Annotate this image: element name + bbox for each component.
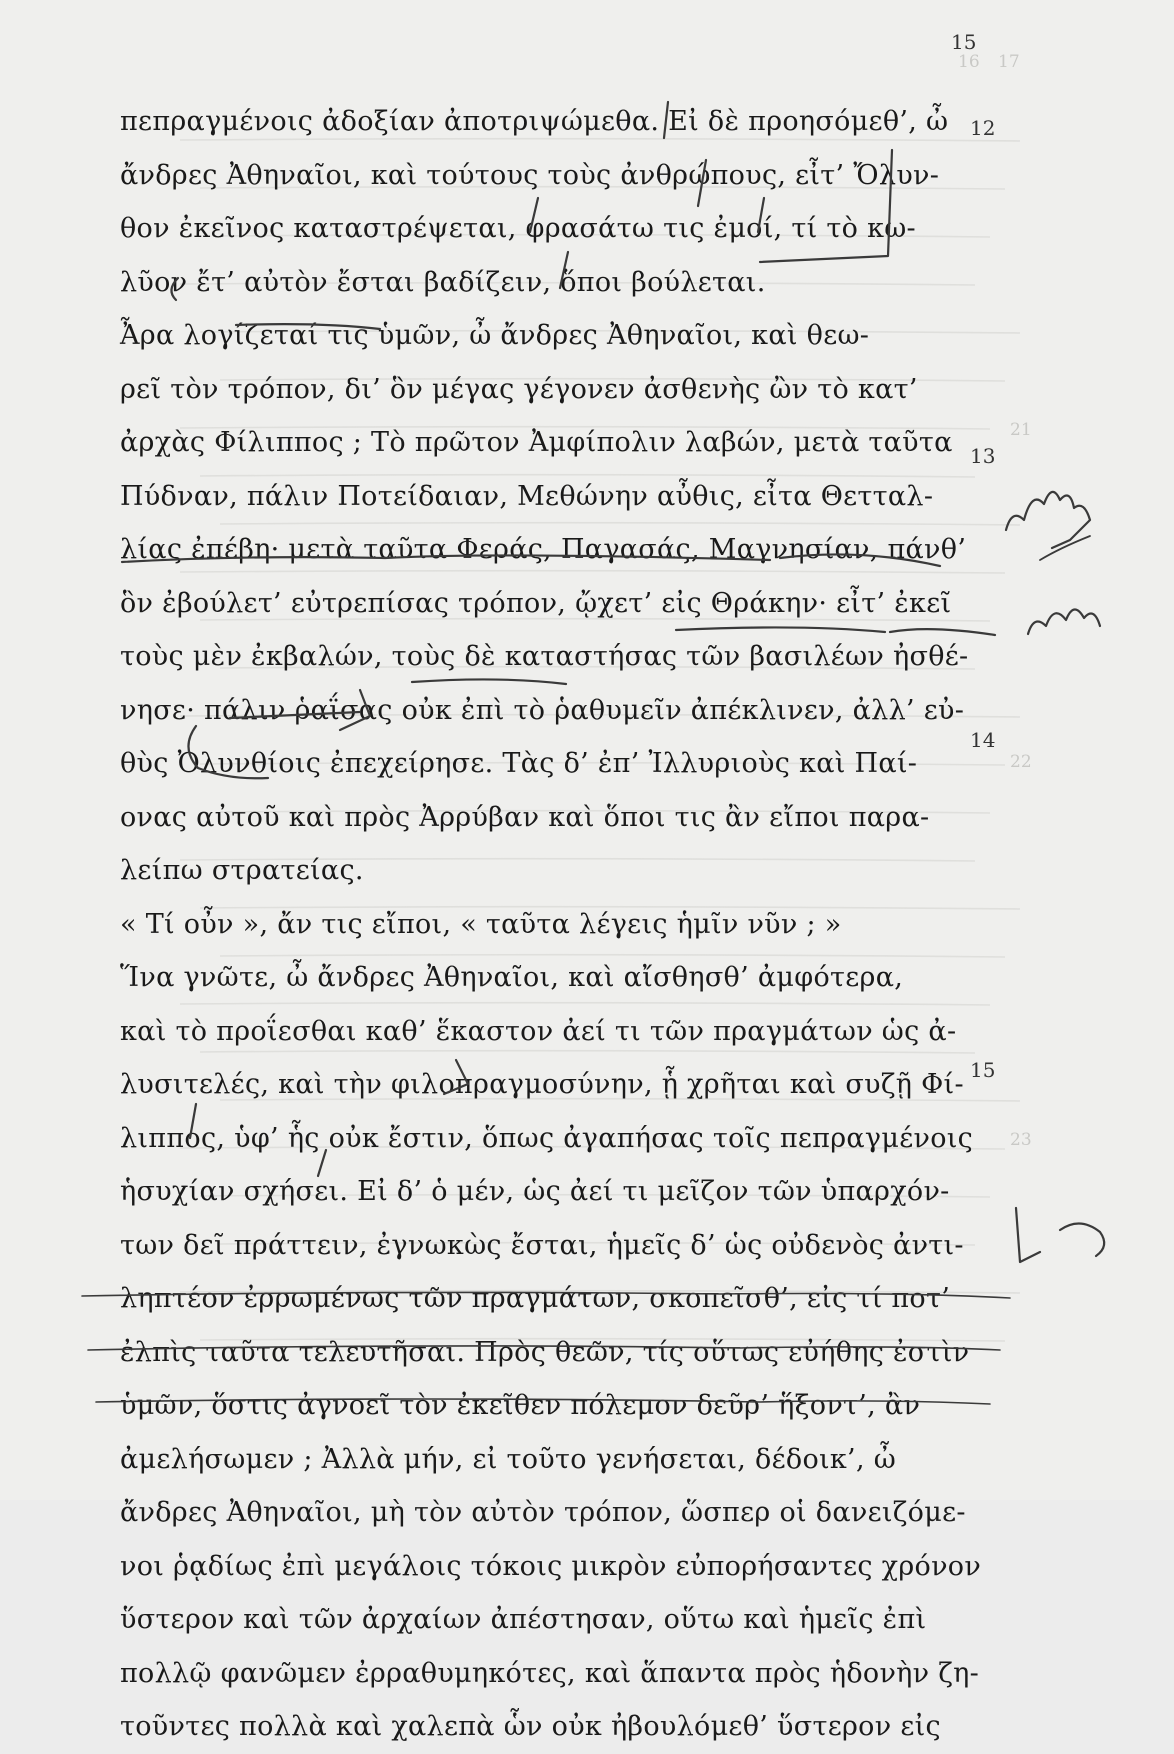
text-line-8: Πύδναν, πάλιν Ποτείδαιαν, Μεθώνην αὖθις, εἶτα Θετταλ- (120, 480, 934, 512)
section-number-14: 14 (970, 728, 996, 752)
ghost-number-23: 23 (1010, 1130, 1032, 1150)
text-line-15: λείπω στρατείας. (120, 855, 364, 886)
text-line-5: Ἆρα λογίζεταί τις ὑμῶν, ὦ ἄνδρες Ἀθηναῖοι, καὶ θεω- (120, 320, 870, 351)
text-line-28: νοι ῥᾳδίως ἐπὶ μεγάλοις τόκοις μικρὸν εὐπορήσαντες χρόνον (120, 1550, 982, 1582)
ghost-number-21: 21 (1010, 420, 1032, 440)
text-line-3: θον ἐκεῖνος καταστρέψεται, φρασάτω τις ἐμοί, τί τὸ κω- (120, 213, 916, 244)
text-line-2: ἄνδρες Ἀθηναῖοι, καὶ τούτους τοὺς ἀνθρώπους, εἶτ’ Ὄλυν- (120, 159, 940, 191)
text-line-30: πολλῷ φανῶμεν ἐρραθυμηκότες, καὶ ἅπαντα πρὸς ἡδονὴν ζη- (120, 1657, 980, 1689)
margin-scribble (1006, 492, 1090, 548)
text-line-29: ὕστερον καὶ τῶν ἀρχαίων ἀπέστησαν, οὕτω καὶ ἡμεῖς ἐπὶ (120, 1604, 927, 1635)
text-line-4: λῦον ἔτ’ αὐτὸν ἔσται βαδίζειν, ὅποι βούλεται. (120, 266, 766, 298)
text-line-14: ονας αὐτοῦ καὶ πρὸς Ἀρρύβαν καὶ ὅποι τις ἂν εἴποι παρα- (120, 801, 930, 833)
section-number-15: 15 (970, 1058, 996, 1082)
text-line-7: ἀρχὰς Φίλιππος ; Τὸ πρῶτον Ἀμφίπολιν λαβών, μετὰ ταῦτα (120, 427, 953, 458)
text-line-11: τοὺς μὲν ἐκβαλών, τοὺς δὲ καταστήσας τῶν βασιλέων ἠσθέ- (120, 641, 969, 672)
text-line-24: ἐλπὶς ταῦτα τελευτῆσαι. Πρὸς θεῶν, τίς οὕτως εὐήθης ἐστὶν (120, 1336, 970, 1368)
text-line-12: νησε· πάλιν ῥαΐσας οὐκ ἐπὶ τὸ ῥαθυμεῖν ἀπέκλινεν, ἀλλ’ εὐ- (120, 694, 965, 726)
text-line-13: θὺς Ὀλυνθίοις ἐπεχείρησε. Τὰς δ’ ἐπ’ Ἰλλυριοὺς καὶ Παί- (120, 748, 918, 779)
text-line-18: καὶ τὸ προΐεσθαι καθ’ ἕκαστον ἀεί τι τῶν πραγμάτων ὡς ἀ- (120, 1015, 957, 1047)
text-line-10: ὃν ἐβούλετ’ εὐτρεπίσας τρόπον, ᾤχετ’ εἰς Θράκην· εἶτ’ ἐκεῖ (120, 587, 952, 619)
text-line-27: ἄνδρες Ἀθηναῖοι, μὴ τὸν αὐτὸν τρόπον, ὥσπερ οἱ δανειζόμε- (120, 1497, 966, 1528)
page-number: 15 (951, 30, 977, 54)
ghost-number-16: 16 (958, 52, 980, 72)
ghost-number-17: 17 (998, 52, 1020, 72)
margin-scribble (1060, 1223, 1104, 1256)
text-line-25: ὑμῶν, ὅστις ἀγνοεῖ τὸν ἐκεῖθεν πόλεμον δεῦρ’ ἥξοντ’, ἂν (120, 1390, 921, 1421)
text-line-26: ἀμελήσωμεν ; Ἀλλὰ μήν, εἰ τοῦτο γενήσεται, δέδοικ’, ὦ (120, 1443, 897, 1475)
margin-scribble (1028, 609, 1100, 634)
text-line-23: ληπτέον ἐρρωμένως τῶν πραγμάτων, σκοπεῖσθ’, εἰς τί ποτ’ (120, 1283, 951, 1314)
text-line-6: ρεῖ τὸν τρόπον, δι’ ὃν μέγας γέγονεν ἀσθενὴς ὢν τὸ κατ’ (120, 373, 918, 405)
text-line-9: λίας ἐπέβη· μετὰ ταῦτα Φεράς, Παγασάς, Μαγνησίαν, πάνθ’ (120, 534, 967, 565)
text-line-19: λυσιτελές, καὶ τὴν φιλοπραγμοσύνην, ᾗ χρῆται καὶ συζῇ Φί- (120, 1069, 964, 1100)
text-line-16: « Τί οὖν », ἄν τις εἴποι, « ταῦτα λέγεις ἡμῖν νῦν ; » (120, 908, 842, 940)
text-line-22: των δεῖ πράττειν, ἐγνωκὼς ἔσται, ἡμεῖς δ’ ὡς οὐδενὸς ἀντι- (120, 1229, 964, 1261)
section-number-13: 13 (970, 444, 996, 468)
text-line-17: Ἵνα γνῶτε, ὦ ἄνδρες Ἀθηναῖοι, καὶ αἴσθησθ’ ἀμφότερα, (120, 962, 904, 993)
text-line-1: πεπραγμένοις ἀδοξίαν ἀποτριψώμεθα. Εἰ δὲ προησόμεθ’, ὦ (120, 106, 949, 137)
text-line-20: λιππος, ὑφ’ ἧς οὐκ ἔστιν, ὅπως ἀγαπήσας τοῖς πεπραγμένοις (120, 1122, 974, 1154)
ghost-number-22: 22 (1010, 752, 1032, 772)
text-line-21: ἡσυχίαν σχήσει. Εἰ δ’ ὁ μέν, ὡς ἀεί τι μεῖζον τῶν ὑπαρχόν- (120, 1176, 950, 1207)
section-number-12: 12 (970, 116, 996, 140)
text-line-31: τοῦντες πολλὰ καὶ χαλεπὰ ὧν οὐκ ἠβουλόμεθ’ ὕστερον εἰς (120, 1711, 941, 1742)
margin-scribble (1040, 536, 1090, 560)
margin-scribble (1016, 1208, 1040, 1262)
body-text (120, 95, 980, 1754)
